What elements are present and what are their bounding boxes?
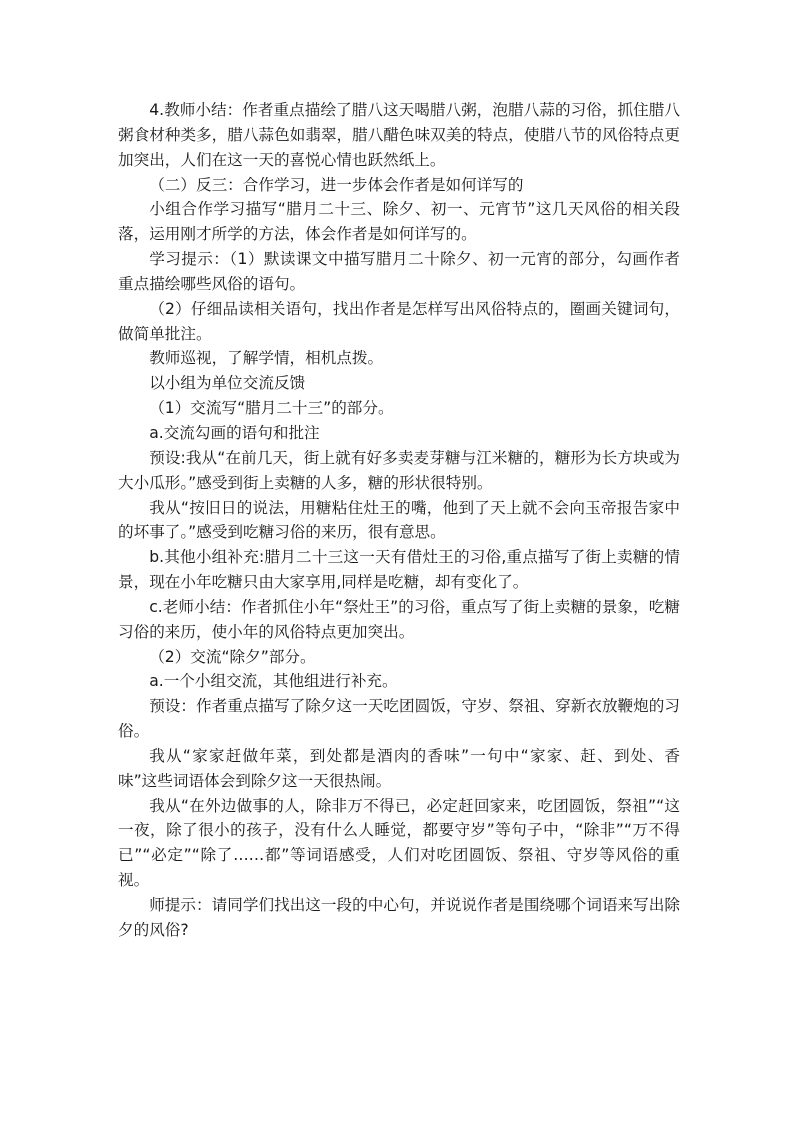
paragraph-teacher-patrol: 教师巡视，了解学情，相机点拨。 [149, 349, 384, 368]
paragraph-eve-sentences: 我从“在外边做事的人，除非万不得已，必定赶回家来，吃团圆饭，祭祖”“这一夜，除了很小的孩子，没有什么人睡觉，都要守岁”等句子中，“除非”“万不得已”“必定”“除了……都”等词语感受，人们对吃团圆饭、祭祖、守岁等风俗的重视。 [118, 796, 680, 890]
paragraph-item-c: c.老师小结：作者抓住小年“祭灶王”的习俗，重点写了街上卖糖的景象，吃糖习俗的来历，使小年的风俗特点更加突出。 [118, 597, 680, 641]
paragraph-eve-preset: 预设：作者重点描写了除夕这一天吃团圆饭，守岁、祭祖、穿新衣放鞭炮的习俗。 [118, 697, 680, 741]
paragraph-study-hint-2: （2）仔细品读相关语句，找出作者是怎样写出风俗特点的，圈画关键词句，做简单批注。 [118, 299, 680, 343]
paragraph-candy-origin: 我从“按旧日的说法，用糖粘住灶王的嘴，他到了天上就不会向玉帝报告家中的坏事了。”感受到吃糖习俗的来历，很有意思。 [118, 498, 680, 542]
paragraph-eve-item-a: a.一个小组交流，其他组进行补充。 [149, 672, 398, 691]
paragraph-group-feedback: 以小组为单位交流反馈 [149, 374, 306, 393]
paragraph-item-a: a.交流勾画的语句和批注 [149, 423, 320, 442]
paragraph-study-hint-1: 学习提示：（1）默读课文中描写腊月二十除夕、初一元宵的部分，勾画作者重点描绘哪些风俗的语句。 [118, 250, 680, 293]
paragraph-section-heading: （二）反三：合作学习，进一步体会作者是如何详写的 [149, 175, 524, 194]
paragraph-exchange-eve: （2）交流“除夕”部分。 [149, 647, 316, 666]
paragraph-eve-words: 我从“家家赶做年菜，到处都是酒肉的香味”一句中“家家、赶、到处、香味”这些词语体会到除夕这一天很热闹。 [118, 746, 680, 790]
document-page [118, 98, 680, 943]
paragraph-exchange-23: （1）交流写“腊月二十三”的部分。 [149, 399, 394, 418]
paragraph-group-study: 小组合作学习描写“腊月二十三、除夕、初一、元宵节”这几天风俗的相关段落，运用刚才所学的方法，体会作者是如何详写的。 [118, 200, 680, 244]
paragraph-teacher-summary: 4.教师小结：作者重点描绘了腊八这天喝腊八粥，泡腊八蒜的习俗，抓住腊八粥食材种类多，腊八蒜色如翡翠，腊八醋色味双美的特点，使腊八节的风俗特点更加突出，人们在这一天的喜悦心情也跃然纸上。 [118, 101, 680, 169]
paragraph-teacher-hint: 师提示：请同学们找出这一段的中心句，并说说作者是围绕哪个词语来写出除夕的风俗? [118, 896, 680, 939]
paragraph-item-b: b.其他小组补充:腊月二十三这一天有借灶王的习俗,重点描写了街上卖糖的情景，现在小年吃糖只由大家享用,同样是吃糖，却有变化了。 [118, 548, 680, 592]
paragraph-preset-candy: 预设:我从“在前几天，街上就有好多卖麦芽糖与江米糖的，糖形为长方块或为大小瓜形。”感受到街上卖糖的人多，糖的形状很特别。 [118, 448, 680, 492]
